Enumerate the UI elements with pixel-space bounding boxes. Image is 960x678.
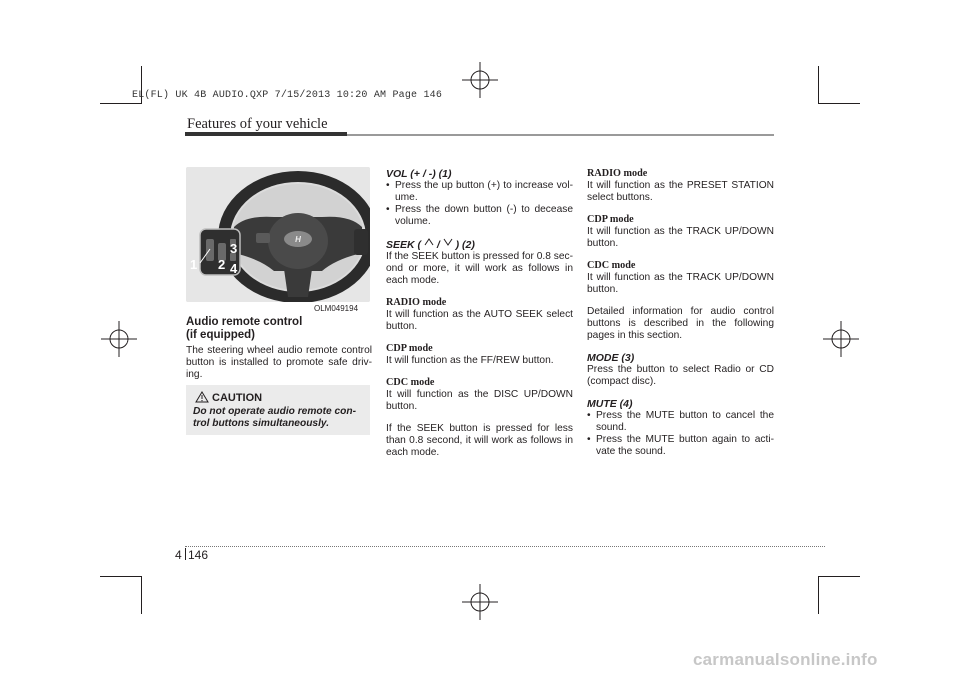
cdc-mode-heading: CDC mode: [587, 260, 636, 271]
cdp-mode-text: It will function as the FF/REW button.: [386, 355, 554, 366]
intro-paragraph: The steering wheel audio remote control button is installed to promote safe driv-ing.: [186, 345, 372, 380]
seek-heading-sep: /: [436, 239, 440, 251]
cdp-mode-heading: CDP mode: [386, 343, 433, 354]
cdc-mode-text: It will function as the DISC UP/DOWN button.: [386, 389, 573, 412]
callout-3: 3: [230, 241, 238, 256]
callout-4: 4: [230, 261, 238, 276]
registration-mark-icon: [823, 321, 859, 357]
caution-box: [186, 385, 370, 435]
section-title-line: (if equipped): [186, 329, 255, 341]
seek-heading-prefix: SEEK (: [386, 239, 422, 251]
chevron-down-icon: [443, 238, 453, 246]
callout-1: 1: [190, 257, 198, 272]
right-column: [587, 168, 774, 458]
steering-wheel-figure: [186, 167, 370, 302]
seek-heading: [386, 238, 573, 251]
print-slug: EL(FL) UK 4B AUDIO.QXP 7/15/2013 10:20 AM Page 146: [132, 90, 443, 101]
page-header-title: Features of your vehicle: [187, 116, 328, 132]
cdc-mode-heading: CDC mode: [386, 377, 435, 388]
mute-heading: MUTE (4): [587, 398, 633, 410]
middle-column: [386, 168, 573, 459]
list-item: • Press the MUTE button to cancel the sound.: [587, 410, 774, 434]
watermark: carmanualsonline.info: [693, 650, 878, 669]
registration-mark-icon: [101, 321, 137, 357]
seek-intro: If the SEEK button is pressed for 0.8 sec-ond or more, it will work as follows in each mode.: [386, 251, 573, 286]
registration-mark-icon: [462, 584, 498, 620]
section-title: [186, 316, 376, 342]
list-item: • Press the up button (+) to increase vol-ume.: [386, 180, 573, 204]
list-item: • Press the down button (-) to decease volume.: [386, 204, 573, 228]
steering-wheel-icon: [186, 167, 370, 302]
mode-heading: MODE (3): [587, 352, 635, 364]
header-rule: [185, 132, 347, 136]
cdp-mode-text: It will function as the TRACK UP/DOWN button.: [587, 226, 774, 249]
figure-code: OLM049194: [314, 304, 359, 313]
vol-heading: VOL (+ / -) (1): [386, 168, 452, 180]
caution-title: CAUTION: [212, 392, 263, 404]
detailed-info-paragraph: Detailed information for audio control buttons is described in the following pages in this section.: [587, 306, 774, 341]
radio-mode-heading: RADIO mode: [386, 297, 447, 308]
callout-2: 2: [218, 257, 226, 272]
cdc-mode-text: It will function as the TRACK UP/DOWN button.: [587, 272, 774, 295]
radio-mode-heading: RADIO mode: [587, 168, 648, 179]
radio-mode-text: It will function as the AUTO SEEK select button.: [386, 309, 573, 332]
cdp-mode-heading: CDP mode: [587, 214, 634, 225]
warning-triangle-icon: [195, 391, 209, 403]
section-number: 4: [175, 548, 182, 562]
mode-text: Press the button to select Radio or CD (compact disc).: [587, 364, 774, 387]
header-rule: [347, 134, 774, 136]
svg-text:H: H: [295, 235, 301, 244]
caution-text: Do not operate audio remote con-trol buttons simultaneously.: [193, 406, 357, 429]
list-item: • Press the MUTE button again to acti-vate the sound.: [587, 434, 774, 458]
radio-mode-text: It will function as the PRESET STATION select buttons.: [587, 180, 774, 203]
seek-heading-suffix: ) (2): [455, 239, 475, 251]
chevron-up-icon: [424, 238, 434, 246]
section-title-line: Audio remote control: [186, 316, 303, 328]
registration-mark-icon: [462, 62, 498, 98]
page-number: 146: [188, 548, 209, 562]
footer-rule: [185, 546, 825, 547]
short-press-paragraph: If the SEEK button is pressed for less than 0.8 second, it will work as follows in each mode.: [386, 423, 573, 458]
footer-divider: [185, 548, 186, 560]
